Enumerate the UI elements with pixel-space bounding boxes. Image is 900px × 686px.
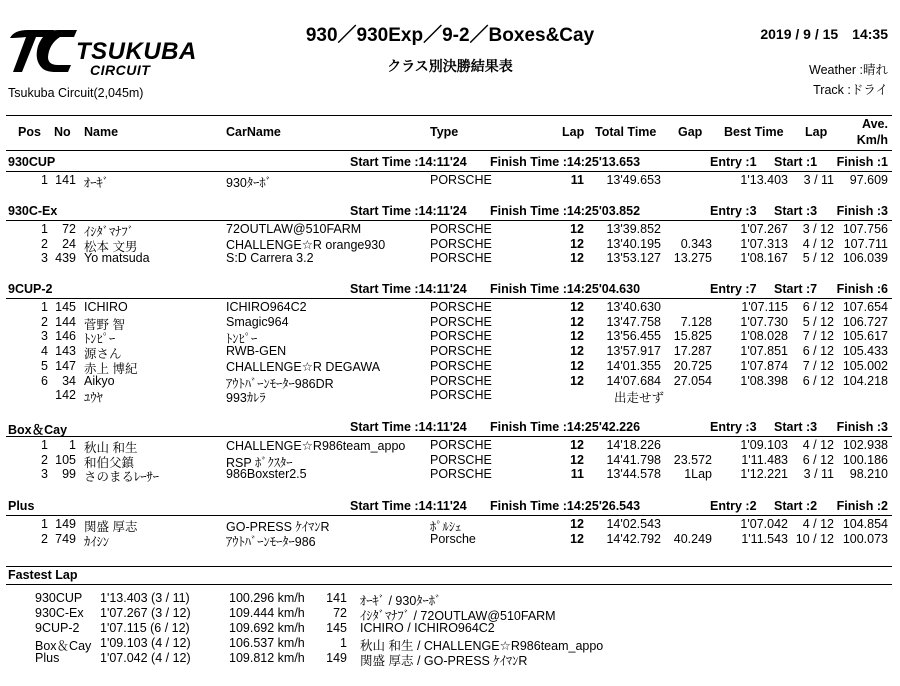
cell-car: ﾄﾝﾋﾟｰ bbox=[226, 332, 258, 347]
cell-ave: 100.073 bbox=[842, 531, 888, 546]
cell-best: 1'07.874 bbox=[740, 358, 788, 373]
cell-best: 1'07.313 bbox=[740, 236, 788, 251]
cell-lap: 12 bbox=[570, 236, 584, 251]
venue-label: Tsukuba Circuit(2,045m) bbox=[8, 86, 144, 100]
cell-total: 14'07.684 bbox=[606, 373, 661, 388]
cell-best: 1'08.167 bbox=[740, 251, 788, 266]
cell-no: 145 bbox=[55, 300, 76, 314]
cell-best: 1'08.028 bbox=[740, 329, 788, 344]
class-finish-count: Finish :3 bbox=[836, 420, 888, 434]
fastest-lap-row bbox=[0, 606, 900, 621]
col-pos: Pos bbox=[18, 125, 41, 139]
class-start-count: Start :2 bbox=[774, 499, 818, 513]
cell-best: 1'12.221 bbox=[740, 467, 788, 482]
fl-class: Plus bbox=[35, 651, 60, 665]
class-entry-count: Entry :1 bbox=[710, 155, 757, 169]
cell-ave: 104.218 bbox=[842, 373, 888, 388]
cell-lap: 12 bbox=[570, 358, 584, 373]
cell-bestlap: 5 / 12 bbox=[802, 251, 834, 266]
cell-type: PORSCHE bbox=[430, 358, 492, 373]
result-row bbox=[6, 222, 892, 237]
result-row bbox=[6, 532, 892, 547]
class-finish-time: Finish Time :14:25'13.653 bbox=[490, 155, 641, 169]
class-entry-count: Entry :2 bbox=[710, 499, 757, 513]
column-header bbox=[6, 115, 892, 151]
cell-bestlap: 6 / 12 bbox=[802, 452, 834, 467]
cell-car: CHALLENGE☆R DEGAWA bbox=[226, 359, 381, 374]
fastest-lap-title: Fastest Lap bbox=[8, 568, 78, 582]
fl-speed: 106.537 km/h bbox=[229, 636, 305, 650]
col-ave: Ave. bbox=[862, 117, 888, 131]
cell-name: さのまるﾚｰｻｰ bbox=[84, 470, 160, 485]
class-header bbox=[6, 498, 892, 516]
class-header bbox=[6, 281, 892, 299]
cell-name: ﾕｳﾔ bbox=[84, 391, 103, 406]
fastest-lap-header bbox=[6, 566, 892, 585]
cell-pos: 2 bbox=[41, 314, 48, 329]
cell-lap: 12 bbox=[570, 329, 584, 344]
cell-total: 13'57.917 bbox=[606, 344, 661, 359]
cell-car: ｱｳﾄﾊﾞｰﾝﾓｰﾀｰ986 bbox=[226, 534, 316, 549]
cell-lap: 12 bbox=[570, 452, 584, 467]
cell-ave: 107.756 bbox=[842, 222, 888, 236]
cell-lap: 12 bbox=[570, 314, 584, 329]
fl-driver-car: 秋山 和生 / CHALLENGE☆R986team_appo bbox=[360, 639, 604, 653]
cell-no: 34 bbox=[62, 373, 76, 388]
result-row bbox=[6, 300, 892, 315]
cell-name: Aikyo bbox=[84, 373, 115, 388]
cell-total: 13'53.127 bbox=[606, 251, 661, 266]
cell-type: PORSCHE bbox=[430, 438, 492, 452]
cell-total: 14'18.226 bbox=[606, 438, 661, 452]
page-title: 930／930Exp／9-2／Boxes&Cay bbox=[305, 25, 595, 46]
cell-bestlap: 3 / 11 bbox=[803, 173, 834, 187]
cell-no: 142 bbox=[55, 388, 76, 403]
class-start-time: Start Time :14:11'24 bbox=[350, 204, 467, 218]
fl-time: 1'13.403 (3 / 11) bbox=[100, 591, 190, 605]
cell-lap: 11 bbox=[570, 467, 584, 482]
cell-pos: 3 bbox=[41, 329, 48, 344]
cell-name: 赤上 博紀 bbox=[84, 361, 138, 376]
cell-ave: 105.617 bbox=[842, 329, 888, 344]
cell-car: RWB-GEN bbox=[226, 344, 287, 359]
result-row bbox=[6, 251, 892, 266]
cell-lap: 12 bbox=[570, 222, 584, 236]
result-row bbox=[6, 388, 892, 406]
cell-lap: 11 bbox=[570, 173, 584, 187]
fl-speed: 109.812 km/h bbox=[229, 651, 305, 665]
result-row bbox=[6, 329, 892, 347]
fl-class: 930CUP bbox=[35, 591, 83, 605]
cell-type: PORSCHE bbox=[430, 173, 492, 187]
fl-car-no: 141 bbox=[326, 591, 347, 605]
cell-car: ICHIRO964C2 bbox=[226, 300, 307, 314]
class-finish-count: Finish :1 bbox=[836, 155, 888, 169]
cell-name: ｲｼﾀﾞﾏﾅﾌﾞ bbox=[84, 225, 135, 239]
cell-type: PORSCHE bbox=[430, 344, 492, 359]
cell-total: 13'39.852 bbox=[606, 222, 661, 236]
cell-bestlap: 7 / 12 bbox=[802, 329, 834, 344]
fl-class: Box＆Cay bbox=[35, 639, 92, 653]
class-finish-time: Finish Time :14:25'03.852 bbox=[490, 204, 641, 218]
cell-bestlap: 3 / 12 bbox=[802, 222, 834, 236]
fl-driver-car: 関盛 厚志 / GO-PRESS ｹｲﾏﾝR bbox=[360, 654, 528, 668]
cell-name: 松本 文男 bbox=[84, 239, 138, 254]
cell-car: 986Boxster2.5 bbox=[226, 467, 307, 482]
cell-name: 関盛 厚志 bbox=[84, 520, 138, 534]
col-no: No bbox=[54, 125, 71, 139]
fl-time: 1'07.042 (4 / 12) bbox=[100, 651, 191, 665]
result-row bbox=[6, 467, 892, 485]
cell-best: 1'11.543 bbox=[741, 531, 788, 546]
fastest-lap-row bbox=[0, 651, 900, 666]
cell-pos: 6 bbox=[41, 373, 48, 388]
fl-time: 1'07.115 (6 / 12) bbox=[100, 621, 190, 635]
cell-lap: 12 bbox=[570, 300, 584, 314]
cell-ave: 106.039 bbox=[842, 251, 888, 266]
class-finish-time: Finish Time :14:25'04.630 bbox=[490, 282, 641, 296]
col-total-time: Total Time bbox=[595, 125, 657, 139]
logo-text-bottom: CIRCUIT bbox=[90, 62, 151, 78]
fl-time: 1'07.267 (3 / 12) bbox=[100, 606, 191, 620]
cell-best: 1'11.483 bbox=[741, 452, 788, 467]
fastest-lap-row bbox=[0, 636, 900, 651]
class-entry-count: Entry :3 bbox=[710, 420, 757, 434]
cell-total: 14'42.792 bbox=[606, 531, 661, 546]
cell-type: PORSCHE bbox=[430, 300, 492, 314]
col-lap: Lap bbox=[562, 125, 585, 139]
cell-bestlap: 6 / 12 bbox=[802, 344, 834, 359]
cell-bestlap: 6 / 12 bbox=[802, 373, 834, 388]
cell-bestlap: 7 / 12 bbox=[802, 358, 834, 373]
cell-ave: 107.654 bbox=[842, 300, 888, 314]
cell-best: 1'07.115 bbox=[741, 300, 788, 314]
result-row bbox=[6, 237, 892, 252]
cell-bestlap: 10 / 12 bbox=[795, 531, 834, 546]
cell-gap: 13.275 bbox=[673, 251, 712, 266]
cell-ave: 98.210 bbox=[849, 467, 888, 482]
cell-best: 1'08.398 bbox=[740, 373, 788, 388]
cell-pos: 2 bbox=[41, 236, 48, 251]
cell-total: 13'40.630 bbox=[606, 300, 661, 314]
cell-bestlap: 4 / 12 bbox=[802, 236, 834, 251]
cell-pos: 2 bbox=[41, 531, 48, 546]
cell-type: PORSCHE bbox=[430, 373, 492, 388]
cell-pos: 1 bbox=[41, 517, 48, 531]
cell-best: 1'07.042 bbox=[740, 517, 788, 531]
result-row bbox=[6, 315, 892, 330]
cell-pos: 1 bbox=[41, 438, 48, 452]
cell-car: RSP ﾎﾞｸｽﾀｰ bbox=[226, 455, 293, 470]
col-kmh: Km/h bbox=[856, 133, 888, 147]
fl-speed: 100.296 km/h bbox=[229, 591, 305, 605]
cell-car: 72OUTLAW@510FARM bbox=[226, 222, 362, 236]
fl-driver-car: ｲｼﾀﾞﾏﾅﾌﾞ / 72OUTLAW@510FARM bbox=[360, 609, 556, 623]
cell-pos: 1 bbox=[41, 173, 48, 187]
result-row bbox=[6, 374, 892, 389]
fl-time: 1'09.103 (4 / 12) bbox=[100, 636, 191, 650]
cell-car: GO-PRESS ｹｲﾏﾝR bbox=[226, 520, 330, 534]
cell-no: 149 bbox=[55, 517, 76, 531]
cell-gap: 23.572 bbox=[673, 452, 712, 467]
cell-best: 1'09.103 bbox=[740, 438, 788, 452]
class-entry-count: Entry :3 bbox=[710, 204, 757, 218]
cell-no: 144 bbox=[55, 314, 76, 329]
fastest-lap-row bbox=[0, 621, 900, 636]
cell-total: 13'44.578 bbox=[606, 467, 661, 482]
class-name: 930C-Ex bbox=[8, 204, 58, 218]
cell-gap: 0.343 bbox=[680, 236, 712, 251]
cell-ave: 105.433 bbox=[842, 344, 888, 359]
fl-speed: 109.692 km/h bbox=[229, 621, 305, 635]
result-row bbox=[6, 438, 892, 453]
fl-car-no: 145 bbox=[326, 621, 347, 635]
cell-type: Porsche bbox=[430, 531, 476, 546]
page-subtitle: クラス別決勝結果表 bbox=[387, 58, 513, 74]
class-finish-count: Finish :2 bbox=[836, 499, 888, 513]
result-row bbox=[6, 359, 892, 374]
cell-best: 1'07.730 bbox=[740, 314, 788, 329]
cell-name: ICHIRO bbox=[84, 300, 128, 314]
cell-gap: 27.054 bbox=[673, 373, 712, 388]
cell-no: 72 bbox=[62, 222, 76, 236]
col-type: Type bbox=[430, 125, 459, 139]
cell-name: Yo matsuda bbox=[84, 251, 150, 266]
weather-label: Weather :晴れ bbox=[809, 63, 888, 77]
fl-car-no: 72 bbox=[333, 606, 347, 620]
result-row bbox=[6, 344, 892, 362]
fl-car-no: 149 bbox=[326, 651, 347, 665]
cell-no: 439 bbox=[55, 251, 76, 266]
cell-bestlap: 4 / 12 bbox=[802, 517, 834, 531]
class-start-time: Start Time :14:11'24 bbox=[350, 499, 467, 513]
cell-type: PORSCHE bbox=[430, 222, 492, 236]
cell-no: 146 bbox=[55, 329, 76, 344]
cell-lap: 12 bbox=[570, 251, 584, 266]
cell-type: PORSCHE bbox=[430, 251, 492, 266]
cell-name: ｶｲｼﾝ bbox=[84, 534, 110, 549]
cell-no: 99 bbox=[62, 467, 76, 482]
result-row bbox=[6, 173, 892, 188]
cell-name: 源さん bbox=[84, 347, 122, 362]
cell-car: 993ｶﾚﾗ bbox=[226, 391, 266, 406]
class-name: 930CUP bbox=[8, 155, 56, 169]
fl-class: 930C-Ex bbox=[35, 606, 84, 620]
cell-no: 143 bbox=[55, 344, 76, 359]
col-carname: CarName bbox=[226, 125, 281, 139]
class-start-time: Start Time :14:11'24 bbox=[350, 155, 467, 169]
cell-ave: 97.609 bbox=[849, 173, 888, 187]
class-finish-time: Finish Time :14:25'42.226 bbox=[490, 420, 641, 434]
result-row bbox=[6, 453, 892, 468]
col-best-time: Best Time bbox=[724, 125, 784, 139]
cell-no: 147 bbox=[55, 358, 76, 373]
class-start-count: Start :3 bbox=[774, 204, 818, 218]
fl-class: 9CUP-2 bbox=[35, 621, 80, 635]
cell-ave: 100.186 bbox=[842, 452, 888, 467]
class-finish-count: Finish :3 bbox=[836, 204, 888, 218]
cell-gap: 15.825 bbox=[673, 329, 712, 344]
cell-ave: 105.002 bbox=[842, 358, 888, 373]
cell-car: S:D Carrera 3.2 bbox=[226, 251, 314, 266]
class-start-time: Start Time :14:11'24 bbox=[350, 282, 467, 296]
cell-name: 和伯父鎮 bbox=[84, 455, 135, 470]
cell-lap: 12 bbox=[570, 373, 584, 388]
cell-no: 749 bbox=[55, 531, 76, 546]
cell-no: 1 bbox=[69, 438, 76, 452]
cell-best: 1'13.403 bbox=[740, 173, 788, 187]
cell-pos: 4 bbox=[41, 344, 48, 359]
cell-ave: 106.727 bbox=[842, 314, 888, 329]
cell-bestlap: 3 / 11 bbox=[803, 467, 834, 482]
cell-name: ﾄﾝﾋﾟｰ bbox=[84, 332, 116, 347]
fastest-lap-row bbox=[0, 591, 900, 606]
class-entry-count: Entry :7 bbox=[710, 282, 757, 296]
col-name: Name bbox=[84, 125, 119, 139]
class-name: Plus bbox=[8, 499, 35, 513]
cell-pos: 1 bbox=[41, 300, 48, 314]
class-header bbox=[6, 203, 892, 221]
cell-no: 105 bbox=[55, 452, 76, 467]
cell-type: PORSCHE bbox=[430, 236, 492, 251]
cell-name: 秋山 和生 bbox=[84, 441, 138, 455]
cell-best: 1'07.851 bbox=[740, 344, 788, 359]
cell-total: 13'49.653 bbox=[606, 173, 661, 187]
col-gap: Gap bbox=[678, 125, 703, 139]
cell-pos: 2 bbox=[41, 452, 48, 467]
cell-gap: 17.287 bbox=[673, 344, 712, 359]
cell-car: CHALLENGE☆R986team_appo bbox=[226, 439, 406, 453]
cell-lap: 12 bbox=[570, 438, 584, 452]
fl-driver-car: ｵｰｷﾞ / 930ﾀｰﾎﾞ bbox=[360, 594, 442, 608]
cell-type: PORSCHE bbox=[430, 314, 492, 329]
class-finish-time: Finish Time :14:25'26.543 bbox=[490, 499, 641, 513]
cell-car: ｱｳﾄﾊﾞｰﾝﾓｰﾀｰ986DR bbox=[226, 376, 334, 391]
cell-bestlap: 6 / 12 bbox=[802, 300, 834, 314]
report-date: 2019 / 9 / 15 14:35 bbox=[760, 26, 888, 42]
class-header bbox=[6, 419, 892, 437]
cell-ave: 107.711 bbox=[843, 236, 888, 251]
cell-lap: 12 bbox=[570, 531, 584, 546]
cell-total: 14'02.543 bbox=[606, 517, 661, 531]
cell-type: ﾎﾟﾙｼｪ bbox=[430, 520, 462, 534]
cell-total: 13'40.195 bbox=[606, 236, 661, 251]
cell-type: PORSCHE bbox=[430, 329, 492, 344]
class-header bbox=[6, 154, 892, 172]
cell-gap: 1Lap bbox=[684, 467, 712, 482]
cell-lap: 12 bbox=[570, 517, 584, 531]
cell-gap: 40.249 bbox=[673, 531, 712, 546]
class-start-count: Start :3 bbox=[774, 420, 818, 434]
cell-ave: 102.938 bbox=[842, 438, 888, 452]
class-start-time: Start Time :14:11'24 bbox=[350, 420, 467, 434]
cell-car: Smagic964 bbox=[226, 314, 289, 329]
cell-pos: 5 bbox=[41, 358, 48, 373]
cell-ave: 104.854 bbox=[842, 517, 888, 531]
logo-text-top: TSUKUBA bbox=[76, 38, 197, 65]
cell-best: 1'07.267 bbox=[740, 222, 788, 236]
cell-pos: 3 bbox=[41, 251, 48, 266]
cell-name: ｵｰｷﾞ bbox=[84, 176, 110, 190]
cell-car: CHALLENGE☆R orange930 bbox=[226, 237, 386, 252]
cell-bestlap: 5 / 12 bbox=[802, 314, 834, 329]
class-start-count: Start :7 bbox=[774, 282, 818, 296]
col-best-lap: Lap bbox=[805, 125, 828, 139]
class-name: 9CUP-2 bbox=[8, 282, 53, 296]
cell-pos: 3 bbox=[41, 467, 48, 482]
cell-type: PORSCHE bbox=[430, 388, 492, 403]
cell-gap: 20.725 bbox=[673, 358, 712, 373]
track-label: Track :ドライ bbox=[813, 83, 888, 97]
fl-speed: 109.444 km/h bbox=[229, 606, 305, 620]
cell-bestlap: 4 / 12 bbox=[802, 438, 834, 452]
cell-lap: 12 bbox=[570, 344, 584, 359]
class-name: Box＆Cay bbox=[8, 423, 68, 437]
fl-car-no: 1 bbox=[340, 636, 347, 650]
cell-pos: 1 bbox=[41, 222, 48, 236]
cell-total: 13'56.455 bbox=[606, 329, 661, 344]
cell-total: 14'41.798 bbox=[606, 452, 661, 467]
cell-total: 14'01.355 bbox=[606, 358, 661, 373]
cell-no: 141 bbox=[55, 173, 76, 187]
cell-gap: 7.128 bbox=[680, 314, 712, 329]
cell-no: 24 bbox=[62, 236, 76, 251]
cell-name: 菅野 智 bbox=[84, 317, 125, 332]
cell-total: 出走せず bbox=[613, 391, 664, 406]
cell-type: PORSCHE bbox=[430, 452, 492, 467]
cell-car: 930ﾀｰﾎﾞ bbox=[226, 176, 272, 190]
cell-type: PORSCHE bbox=[430, 467, 492, 482]
class-start-count: Start :1 bbox=[774, 155, 818, 169]
cell-total: 13'47.758 bbox=[606, 314, 661, 329]
result-row bbox=[6, 517, 892, 532]
fl-driver-car: ICHIRO / ICHIRO964C2 bbox=[360, 621, 495, 635]
class-finish-count: Finish :6 bbox=[836, 282, 888, 296]
